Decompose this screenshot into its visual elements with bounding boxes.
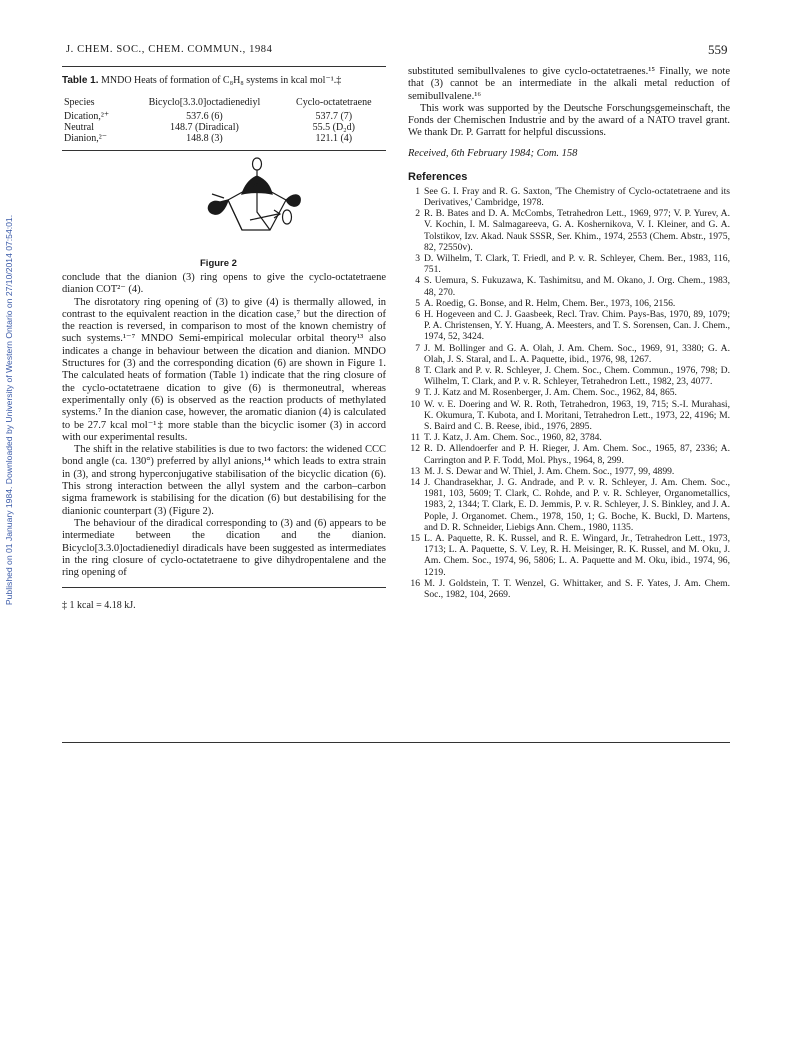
reference-item xyxy=(408,387,730,398)
table-cell: Dianion,²⁻ xyxy=(64,133,107,144)
orbital-lobe-top-open xyxy=(253,158,262,170)
reference-text: R. D. Allendoerfer and P. H. Rieger, J. Am. Chem. Soc., 1965, 87, 2336; A. Carrington and P. F. Todd, Mol. Phys., 1964, 8, 299. xyxy=(424,443,730,466)
reference-number: 13 xyxy=(410,465,420,477)
page-number: 559 xyxy=(708,42,728,57)
reference-number: 2 xyxy=(415,208,420,220)
reference-number: 12 xyxy=(410,443,420,455)
reference-number: 7 xyxy=(415,342,420,354)
reference-number: 6 xyxy=(415,309,420,321)
substituent-bond xyxy=(212,194,224,198)
reference-number: 4 xyxy=(415,275,420,287)
reference-number: 8 xyxy=(415,365,420,377)
reference-text: T. J. Katz, J. Am. Chem. Soc., 1960, 82, 3784. xyxy=(424,432,602,444)
figure-2 xyxy=(62,154,386,272)
table-caption-text: MNDO Heats of formation of C₈H₈ systems in kcal mol⁻¹.‡ xyxy=(101,75,342,86)
ring-bond xyxy=(228,200,242,230)
right-body-text xyxy=(408,66,730,140)
reference-item xyxy=(408,432,730,443)
table-header: Species xyxy=(64,97,95,108)
reference-item xyxy=(408,533,730,578)
reference-item xyxy=(408,443,730,465)
reference-text: H. Hogeveen and C. J. Gaasbeek, Recl. Trav. Chim. Pays-Bas, 1970, 89, 1079; P. A. Christensen, Y. Y. Huang, A. Meesters, and T. S. Sorensen, Can. J. Chem., 1974, 52, 3424. xyxy=(424,309,730,343)
reference-text: W. v. E. Doering and W. R. Roth, Tetrahedron, 1963, 19, 715; S.-I. Murahasi, K. Okumura, T. Kubota, and I. Moritani, Tetrahedron Lett., 1973, 22, 4196; M. S. Baird and C. B. Reese, ibid., 1976, 2895. xyxy=(424,398,730,433)
reference-item xyxy=(408,298,730,309)
running-head: J. CHEM. SOC., CHEM. COMMUN., 1984 xyxy=(66,44,273,55)
reference-number: 9 xyxy=(415,387,420,399)
orbital-lobe-left-filled xyxy=(208,200,228,214)
table-cell: 148.8 (3) xyxy=(186,133,223,144)
paragraph: The shift in the relative stabilities is due to two factors: the widened CCC bond angle (ca. 130°) preferred by allyl anions,¹⁴ which leads to extra strain in (3), and strong hyperconjugative stabilisation of the bicyclic dication (6). This strong interaction between the allyl system and the carbon–carbon sigma framework is stabilising for the dication (6) but destabilising for the dianionic counterpart (3) (Figure 2). xyxy=(62,444,386,517)
reference-text: R. B. Bates and D. A. McCombs, Tetrahedron Lett., 1969, 977; V. P. Yurev, A. V. Kochin, I. M. Salmagareeva, G. A. Koshernikova, V. I. Kleiner, and G. A. Tolstikov, Izv. Akad. Nauk SSSR, Ser. Khim., 1974, 2553 (Chem. Abstr., 1975, 82, 72550v). xyxy=(424,208,730,253)
table-cell: Neutral xyxy=(64,122,94,133)
received-date: Received, 6th February 1984; Com. 158 xyxy=(408,147,578,159)
reference-item xyxy=(408,466,730,477)
reference-item xyxy=(408,309,730,343)
table-top-rule xyxy=(62,66,386,67)
reference-number: 1 xyxy=(415,185,420,197)
reference-text: A. Roedig, G. Bonse, and R. Helm, Chem. Ber., 1973, 106, 2156. xyxy=(424,297,676,309)
paragraph: substituted semibullvalenes to give cyclo-octatetraenes.¹⁵ Finally, we note that (3) cannot be an intermediate in the alkali metal reduction of semibullvalene.¹⁶ xyxy=(408,66,730,102)
table-row xyxy=(62,111,386,122)
table-row xyxy=(62,122,386,133)
reference-item xyxy=(408,253,730,275)
download-watermark-text: Published on 01 January 1984. Downloaded by University of Western Ontario on 27/10/2014 07:54:01. xyxy=(4,214,14,606)
references-heading: References xyxy=(408,170,468,183)
interaction-arrow xyxy=(250,214,278,220)
left-body-text xyxy=(62,272,386,579)
paragraph: This work was supported by the Deutsche Forschungsgemeinschaft, the Fonds der Chemischen Industrie and by the award of a NATO travel grant. We thank Dr. P. Garratt for helpful discussions. xyxy=(408,102,730,139)
table-cell: 148.7 (Diradical) xyxy=(169,122,239,133)
table-caption xyxy=(62,74,386,87)
table-header-row xyxy=(62,95,386,111)
reference-number: 5 xyxy=(415,297,420,309)
paragraph: The disrotatory ring opening of (3) to give (4) is thermally allowed, in contrast to the equivalent reaction in the dication case,⁷ but the direction of the reaction is reversed, in comparison to most of the known chemistry of such systems.¹⁻⁷ MNDO Semi-empirical molecular orbital theory¹³ also indicates a change in behaviour between the dication and dianion. MNDO Structures for (3) and the corresponding dication (6) are shown in Figure 1. The calculated heats of formation (Table 1) indicate that the ring closure of the cyclo-octatetraene dication to give (6) is thermoneutral, whereas experimentally only (6) is observed as the reaction products of methylated systems.⁷ In the dianion case, however, the aromatic dianion (4) is calculated to be 27.7 kcal mol⁻¹‡ more stable than the bicyclic isomer (3) in accord with our experimental results. xyxy=(62,296,386,443)
table-bottom-rule xyxy=(62,150,386,151)
download-watermark xyxy=(2,170,16,650)
reference-number: 15 xyxy=(410,533,420,545)
reference-item xyxy=(408,343,730,365)
footnote: ‡ 1 kcal = 4.18 kJ. xyxy=(62,600,136,612)
figure-caption: Figure 2 xyxy=(200,258,237,269)
table-cell: 55.5 (D₂d) xyxy=(312,122,355,133)
reference-text: J. M. Bollinger and G. A. Olah, J. Am. Chem. Soc., 1969, 91, 3380; G. A. Olah, J. S. Staral, and L. A. Paquette, ibid., 1976, 98, 1267. xyxy=(424,342,730,365)
reference-number: 16 xyxy=(410,577,420,589)
reference-item xyxy=(408,365,730,387)
orbital-lobe-right-filled xyxy=(286,195,300,206)
reference-item xyxy=(408,275,730,297)
orbital-interaction-diagram xyxy=(162,154,352,258)
footnote-rule xyxy=(62,587,386,588)
right-column xyxy=(408,66,730,600)
reference-item xyxy=(408,208,730,253)
reference-item xyxy=(408,477,730,533)
table-cell: 121.1 (4) xyxy=(315,133,353,144)
reference-text: T. J. Katz and M. Rosenberger, J. Am. Chem. Soc., 1962, 84, 865. xyxy=(424,387,677,399)
heats-table xyxy=(62,95,386,144)
reference-text: D. Wilhelm, T. Clark, T. Friedl, and P. v. R. Schleyer, Chem. Ber., 1983, 116, 751. xyxy=(424,253,730,276)
reference-text: L. A. Paquette, R. K. Russel, and R. E. Wingard, Jr., Tetrahedron Lett., 1973, 1713; L. A. Paquette, S. V. Ley, R. H. Meisinger, R. K. Russel, and M. Oku, J. Am. Chem. Soc., 1974, 96, 5806; L. A. Paquette and M. Oku, ibid., 1974, 96, 1219. xyxy=(424,533,730,578)
table-header: Cyclo-octatetraene xyxy=(296,97,372,108)
page-bottom-rule xyxy=(62,742,730,743)
reference-number: 10 xyxy=(410,398,420,410)
table-row xyxy=(62,133,386,144)
orbital-lobe-right-open xyxy=(283,210,292,224)
table-cell: Dication,²⁺ xyxy=(64,111,110,122)
table-cell: 537.7 (7) xyxy=(315,111,353,122)
reference-number: 3 xyxy=(415,253,420,264)
references-list xyxy=(408,186,730,601)
reference-text: J. Chandrasekhar, J. G. Andrade, and P. v. R. Schleyer, J. Am. Chem. Soc., 1981, 103, 5609; T. Clark, C. Rohde, and P. v. R. Schleyer, Organometallics, 1983, 2, 1344; T. Clark, E. D. Jemmis, P. v. R. Schleyer, J. S. Binkley, and J. A. Pople, J. Organomet. Chem., 1978, 150, 1; G. Boche, K. Buckl, D. Martens, and D. R. Schneider, Liebigs Ann. Chem., 1980, 1135. xyxy=(424,477,730,533)
paragraph: conclude that the dianion (3) ring opens to give the cyclo-octatetraene dianion COT²⁻ (4). xyxy=(62,272,386,296)
reference-text: S. Uemura, S. Fukuzawa, K. Tashimitsu, and M. Okano, J. Org. Chem., 1983, 48, 270. xyxy=(424,275,730,298)
reference-item xyxy=(408,578,730,600)
table-label: Table 1. xyxy=(62,75,99,86)
reference-text: T. Clark and P. v. R. Schleyer, J. Chem. Soc., Chem. Commun., 1976, 798; D. Wilhelm, T. Clark, and P. v. R. Schleyer, Tetrahedron Lett., 1982, 23, 4077. xyxy=(424,365,730,388)
table-header: Bicyclo[3.3.0]octadienediyl xyxy=(148,97,261,108)
paragraph: The behaviour of the diradical corresponding to (3) and (6) appears to be intermediate between the dication and the dianion. Bicyclo[3.3.0]octadienediyl diradicals have been suggested as intermediates in the ring closure of cyclo-octatetraene to give dihydropentalene and the ring opening of xyxy=(62,517,386,579)
left-column xyxy=(62,66,386,611)
reference-text: M. J. S. Dewar and W. Thiel, J. Am. Chem. Soc., 1977, 99, 4899. xyxy=(424,465,675,477)
reference-item xyxy=(408,399,730,433)
reference-number: 14 xyxy=(410,477,420,489)
reference-text: See G. I. Fray and R. G. Saxton, 'The Chemistry of Cyclo-octatetraene and its Derivatives,' Cambridge, 1978. xyxy=(424,185,730,208)
reference-number: 11 xyxy=(410,432,420,444)
table-cell: 537.6 (6) xyxy=(186,111,223,122)
reference-item xyxy=(408,186,730,208)
reference-text: M. J. Goldstein, T. T. Wenzel, G. Whittaker, and S. F. Yates, J. Am. Chem. Soc., 1982, 104, 2669. xyxy=(424,577,730,601)
